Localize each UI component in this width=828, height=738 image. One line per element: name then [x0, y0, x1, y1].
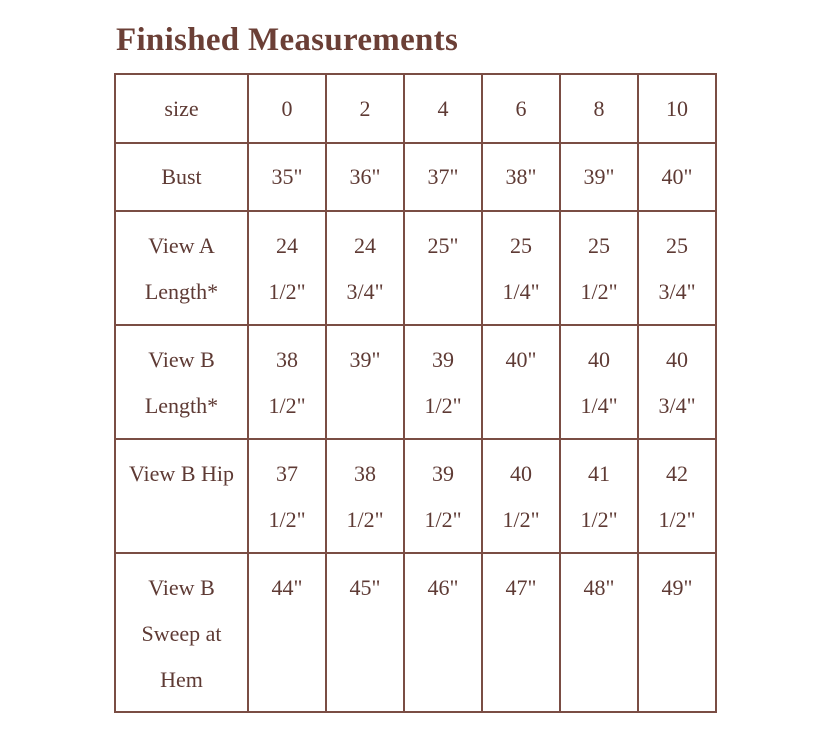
cell-value: 37 — [276, 461, 298, 486]
cell-value: 40" — [505, 347, 537, 372]
value-cell — [248, 211, 326, 325]
size-header: 0 — [281, 95, 293, 121]
size-header: 4 — [437, 95, 449, 121]
value-cell — [638, 553, 716, 712]
value-cell — [560, 553, 638, 712]
table-row — [115, 325, 716, 439]
value-cell — [326, 211, 404, 325]
cell-value: 1/2" — [502, 507, 540, 532]
cell-value: 42 — [666, 461, 688, 486]
cell-value: 38 — [276, 347, 298, 372]
measurements-table — [114, 73, 717, 713]
value-cell — [326, 143, 404, 211]
row-label: View B — [148, 575, 215, 600]
cell-value: 37" — [427, 164, 459, 189]
row-label: Hem — [160, 667, 203, 692]
value-cell — [248, 553, 326, 712]
cell-value: 44" — [271, 575, 303, 600]
cell-value: 38 — [354, 461, 376, 486]
cell-value: 3/4" — [346, 279, 384, 304]
value-cell — [560, 211, 638, 325]
cell-value: 40 — [510, 461, 532, 486]
row-label-cell — [115, 325, 248, 439]
value-cell — [404, 439, 482, 553]
header-row — [115, 74, 716, 143]
cell-value: 3/4" — [658, 393, 696, 418]
cell-value: 25 — [510, 233, 532, 258]
cell-value: 1/2" — [268, 393, 306, 418]
value-cell — [404, 553, 482, 712]
cell-value: 39 — [432, 461, 454, 486]
value-cell — [404, 143, 482, 211]
value-cell — [482, 553, 560, 712]
row-label: Bust — [161, 164, 202, 189]
size-header: 8 — [593, 95, 605, 121]
size-header-cell — [326, 74, 404, 143]
value-cell — [638, 325, 716, 439]
value-cell — [638, 143, 716, 211]
cell-value: 1/2" — [580, 507, 618, 532]
table-row — [115, 553, 716, 712]
row-label-cell — [115, 553, 248, 712]
value-cell — [560, 325, 638, 439]
value-cell — [638, 439, 716, 553]
row-label: Sweep at — [141, 621, 222, 646]
row-label-cell — [115, 211, 248, 325]
cell-value: 36" — [349, 164, 381, 189]
table-row — [115, 143, 716, 211]
cell-value: 1/4" — [580, 393, 618, 418]
cell-value: 25 — [666, 233, 688, 258]
size-header-cell — [404, 74, 482, 143]
size-header: 2 — [359, 95, 371, 121]
value-cell — [248, 439, 326, 553]
value-cell — [404, 325, 482, 439]
value-cell — [482, 211, 560, 325]
page-title: Finished Measurements — [116, 22, 459, 58]
value-cell — [404, 211, 482, 325]
value-cell — [560, 439, 638, 553]
cell-value: 1/2" — [424, 507, 462, 532]
size-header-cell — [482, 74, 560, 143]
cell-value: 1/4" — [502, 279, 540, 304]
value-cell — [482, 143, 560, 211]
cell-value: 48" — [583, 575, 615, 600]
table-row — [115, 439, 716, 553]
cell-value: 1/2" — [346, 507, 384, 532]
cell-value: 1/2" — [268, 507, 306, 532]
cell-value: 40 — [666, 347, 688, 372]
cell-value: 46" — [427, 575, 459, 600]
header-label: size — [164, 95, 199, 121]
value-cell — [638, 211, 716, 325]
value-cell — [248, 325, 326, 439]
cell-value: 24 — [276, 233, 298, 258]
row-label: View B Hip — [128, 461, 234, 486]
cell-value: 38" — [505, 164, 537, 189]
cell-value: 1/2" — [658, 507, 696, 532]
cell-value: 1/2" — [268, 279, 306, 304]
value-cell — [482, 325, 560, 439]
cell-value: 25" — [427, 233, 459, 258]
cell-value: 3/4" — [658, 279, 696, 304]
cell-value: 35" — [271, 164, 303, 189]
value-cell — [326, 325, 404, 439]
row-label: Length* — [144, 279, 219, 304]
size-header-cell — [248, 74, 326, 143]
row-label-cell — [115, 143, 248, 211]
cell-value: 47" — [505, 575, 537, 600]
value-cell — [560, 143, 638, 211]
cell-value: 41 — [588, 461, 610, 486]
cell-value: 40" — [661, 164, 693, 189]
value-cell — [326, 439, 404, 553]
cell-value: 1/2" — [424, 393, 462, 418]
cell-value: 39 — [432, 347, 454, 372]
cell-value: 49" — [661, 575, 693, 600]
row-label: Length* — [144, 393, 219, 418]
header-label-cell — [115, 74, 248, 143]
cell-value: 39" — [349, 347, 381, 372]
cell-value: 45" — [349, 575, 381, 600]
row-label: View B — [148, 347, 215, 372]
table-row — [115, 211, 716, 325]
cell-value: 40 — [588, 347, 610, 372]
value-cell — [248, 143, 326, 211]
cell-value: 25 — [588, 233, 610, 258]
value-cell — [482, 439, 560, 553]
cell-value: 39" — [583, 164, 615, 189]
size-header-cell — [560, 74, 638, 143]
cell-value: 24 — [354, 233, 376, 258]
size-header: 6 — [515, 95, 527, 121]
size-header: 10 — [666, 95, 688, 121]
row-label-cell — [115, 439, 248, 553]
row-label: View A — [148, 233, 215, 258]
cell-value: 1/2" — [580, 279, 618, 304]
size-header-cell — [638, 74, 716, 143]
value-cell — [326, 553, 404, 712]
